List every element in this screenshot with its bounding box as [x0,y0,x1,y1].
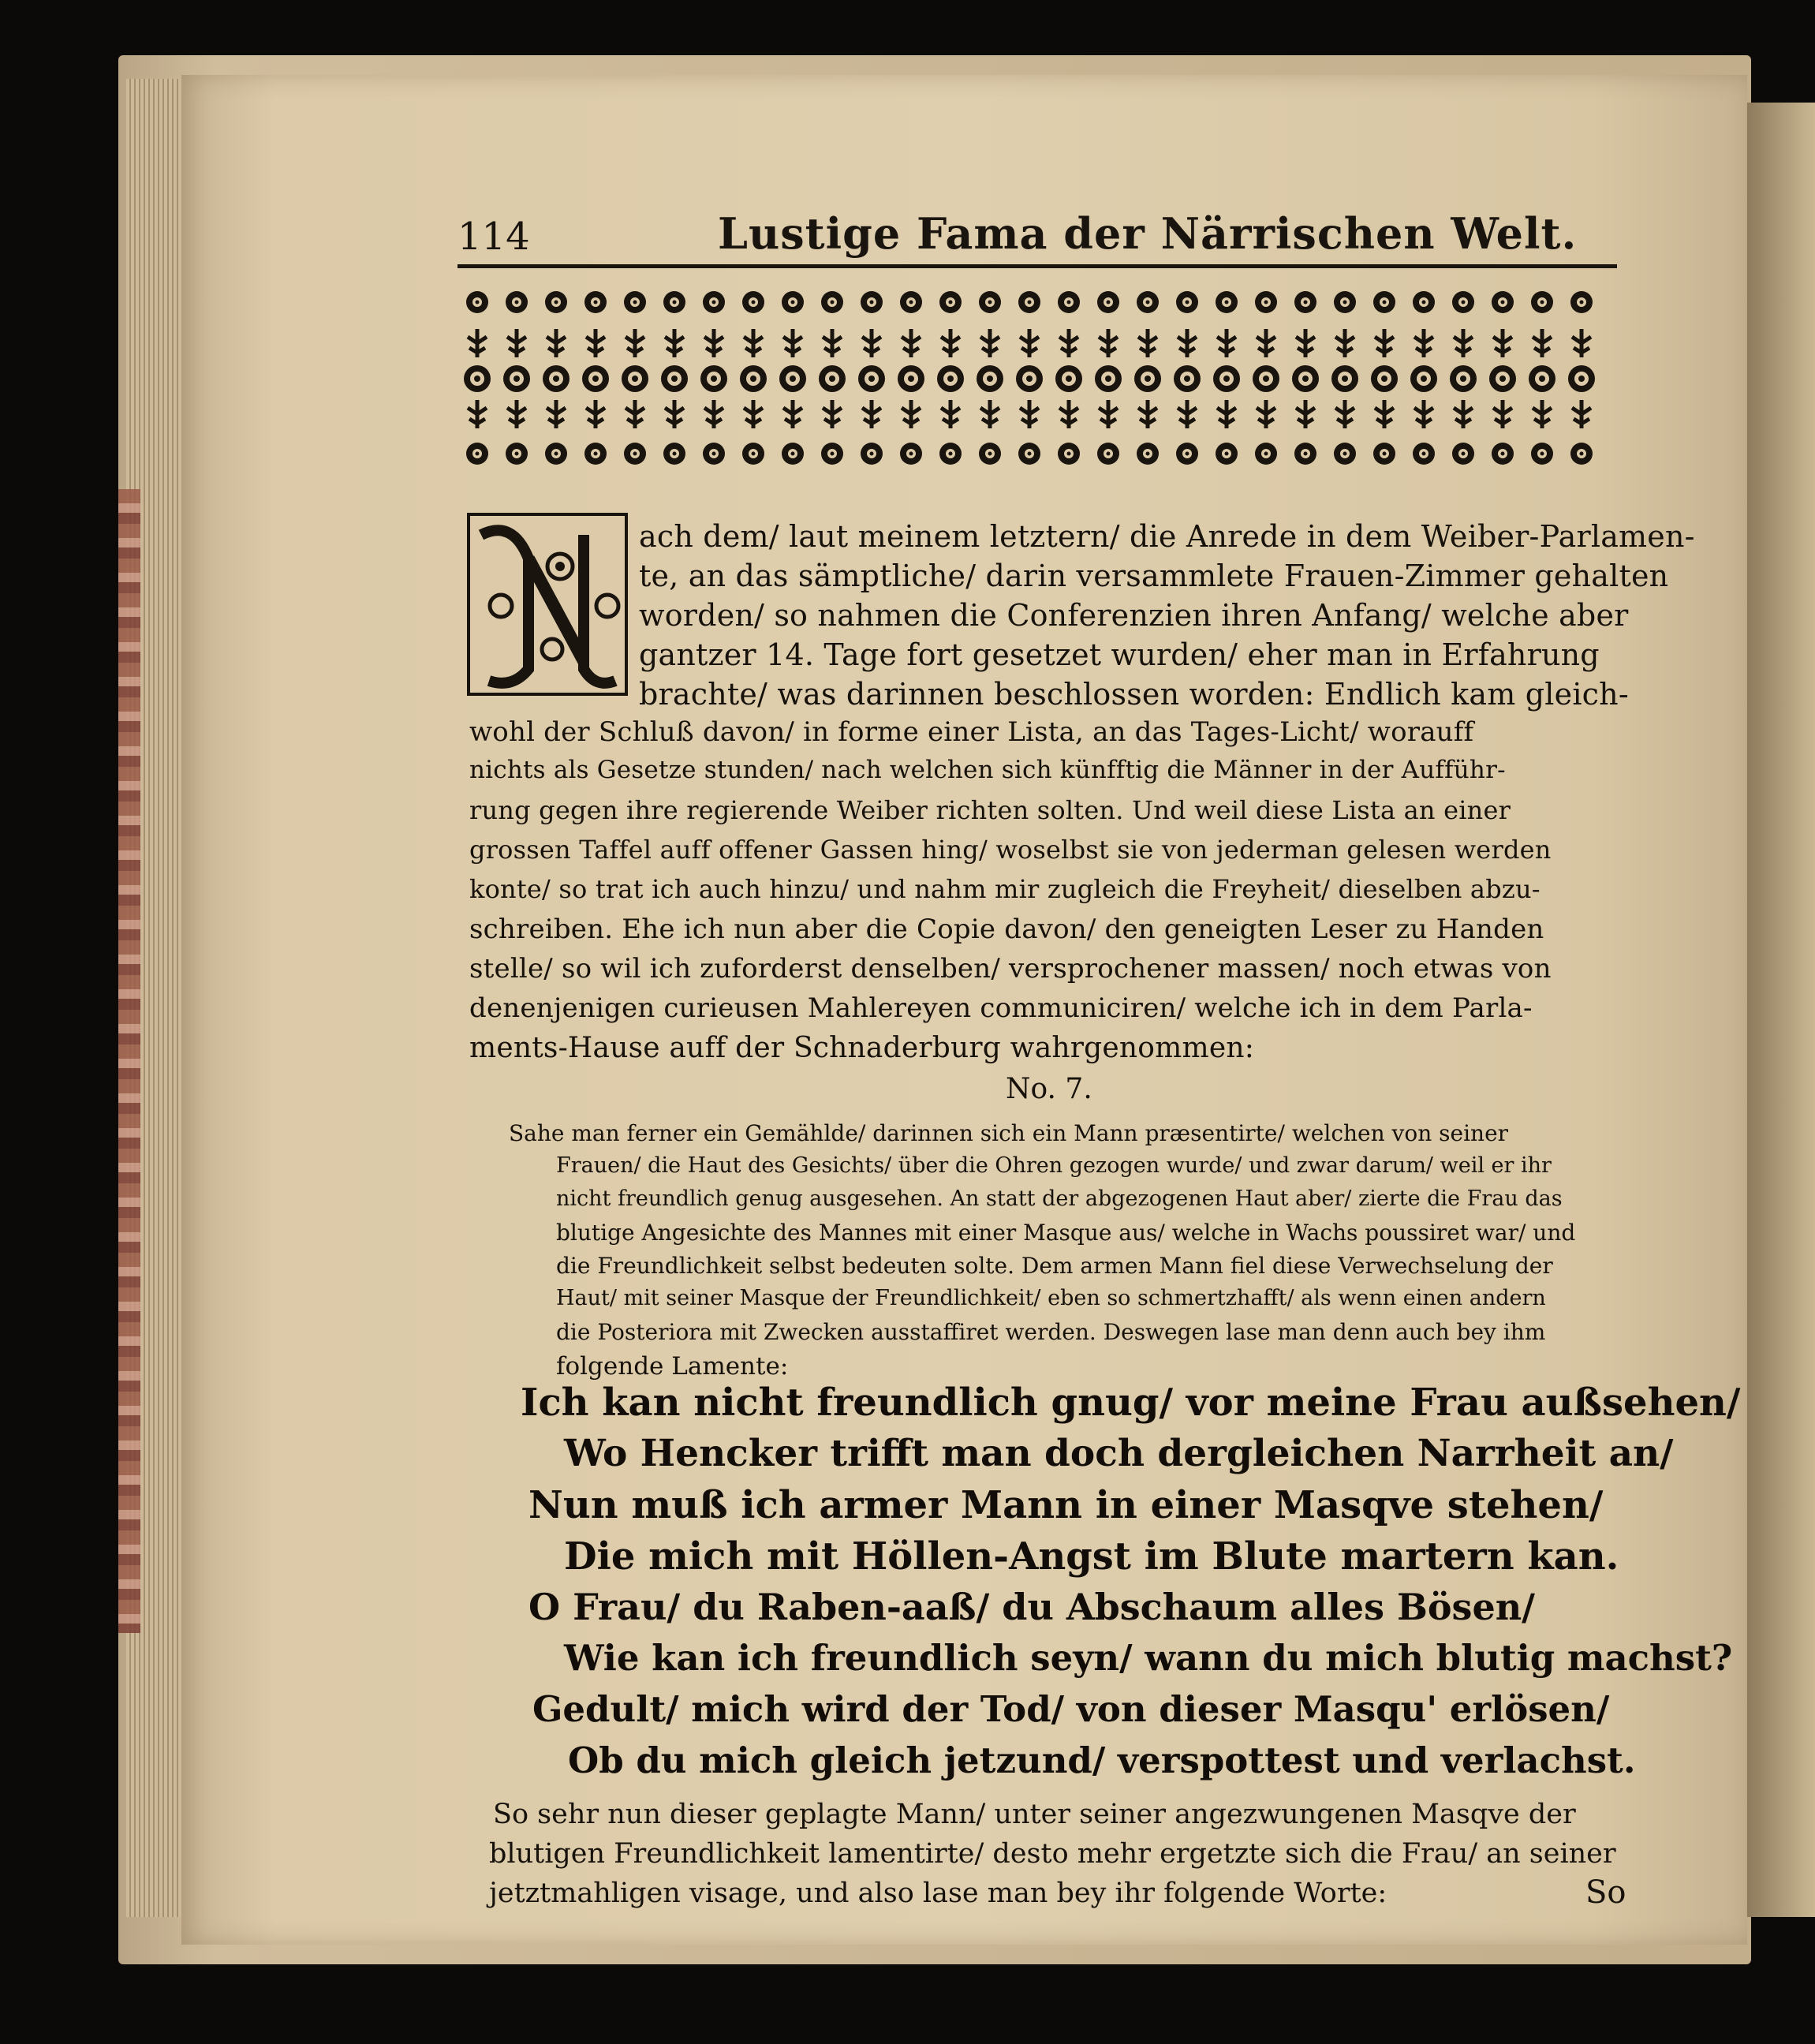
running-title: Lustige Fama der Närrischen Welt. [718,208,1578,259]
text-line: denenjenigen curieusen Mahlereyen communiciren/ welche ich in dem Parla- [469,992,1533,1024]
verse-line: O Frau/ du Raben-aaß/ du Abschaum alles Bösen/ [528,1586,1535,1628]
ornament-row-2 [468,329,1591,357]
ornament-row-3 [464,365,1595,392]
text-line: wohl der Schluß davon/ in forme einer Lista, an das Tages-Licht/ worauff [469,716,1474,748]
text-line: ments-Hause auff der Schnaderburg wahrgenommen: [469,1032,1255,1064]
text-line: jetztmahligen visage, und also lase man bey ihr folgende Worte: [489,1878,1387,1909]
ornament-row-4 [468,400,1591,428]
text-line: worden/ so nahmen die Conferenzien ihren Anfang/ welche aber [639,598,1629,633]
text-line: gantzer 14. Tage fort gesetzet wurden/ eher man in Erfahrung [639,637,1600,672]
text-line: Frauen/ die Haut des Gesichts/ über die Ohren gezogen wurde/ und zwar darum/ weil er ihr [556,1153,1552,1178]
verse-line: Ob du mich gleich jetzund/ verspottest und verlachst. [568,1739,1636,1781]
text-line: schreiben. Ehe ich nun aber die Copie davon/ den geneigten Leser zu Handen [469,914,1544,945]
text-line: rung gegen ihre regierende Weiber richten solten. Und weil diese Lista an einer [469,795,1511,825]
text-line: te, an das sämptliche/ darin versammlete Frauen-Zimmer gehalten [639,559,1669,593]
header-rule [457,264,1617,268]
text-line: die Freundlichkeit selbst bedeuten solte. Dem armen Mann fiel diese Verwechselung der [556,1253,1553,1279]
text-line: grossen Taffel auff offener Gassen hing/ woselbst sie von jederman gelesen werden [469,835,1552,865]
text-line: die Posteriora mit Zwecken ausstaffiret werden. Deswegen lase man denn auch bey ihm [556,1319,1546,1345]
page-number: 114 [457,215,530,259]
verse-line: Wo Hencker trifft man doch dergleichen Narrheit an/ [564,1432,1674,1475]
text-line: blutige Angesichte des Mannes mit einer Masque aus/ welche in Wachs poussiret war/ und [556,1220,1576,1246]
ornament-band [457,280,1617,477]
verse-line: Die mich mit Höllen-Angst im Blute martern kan. [564,1534,1619,1579]
text-line: So sehr nun dieser geplagte Mann/ unter seiner angezwungenen Masqve der [493,1799,1576,1830]
text-line: folgende Lamente: [556,1352,789,1381]
text-line: brachte/ was darinnen beschlossen worden: Endlich kam gleich- [639,677,1629,712]
text-line: Sahe man ferner ein Gemählde/ darinnen sich ein Mann præsentirte/ welchen von seiner [509,1120,1509,1146]
verse-line: Nun muß ich armer Mann in einer Masqve stehen/ [528,1483,1604,1527]
text-line: konte/ so trat ich auch hinzu/ und nahm mir zugleich die Freyheit/ dieselben abzu- [469,874,1541,904]
page-header [457,207,1617,270]
text-line: nichts als Gesetze stunden/ nach welchen sich künfftig die Männer in der Aufführ- [469,756,1506,784]
catchword: So [1585,1874,1626,1911]
text-line: blutigen Freundlichkeit lamentirte/ desto mehr ergetzte sich die Frau/ an seiner [489,1838,1616,1870]
verse-line: Ich kan nicht freundlich gnug/ vor meine Frau außsehen/ [521,1381,1741,1425]
verse-line: Wie kan ich freundlich seyn/ wann du mich blutig machst? [564,1637,1733,1679]
marbled-edge [118,489,140,1633]
ornament-row-5 [466,443,1593,465]
text-line: nicht freundlich genug ausgesehen. An statt der abgezogenen Haut aber/ zierte die Frau das [556,1186,1563,1211]
text-line: ach dem/ laut meinem letztern/ die Anrede in dem Weiber-Parlamen- [639,519,1695,554]
facing-page-edge [1747,103,1815,1917]
drop-cap [465,511,635,701]
text-line: stelle/ so wil ich zuforderst denselben/ versprochener massen/ noch etwas von [469,953,1552,985]
section-heading: No. 7. [1006,1073,1092,1105]
ornament-row-1 [466,291,1593,313]
text-line: Haut/ mit seiner Masque der Freundlichkeit/ eben so schmertzhafft/ als wenn einen andern [556,1286,1546,1310]
verse-line: Gedult/ mich wird der Tod/ von dieser Masqu' erlösen/ [532,1688,1610,1730]
